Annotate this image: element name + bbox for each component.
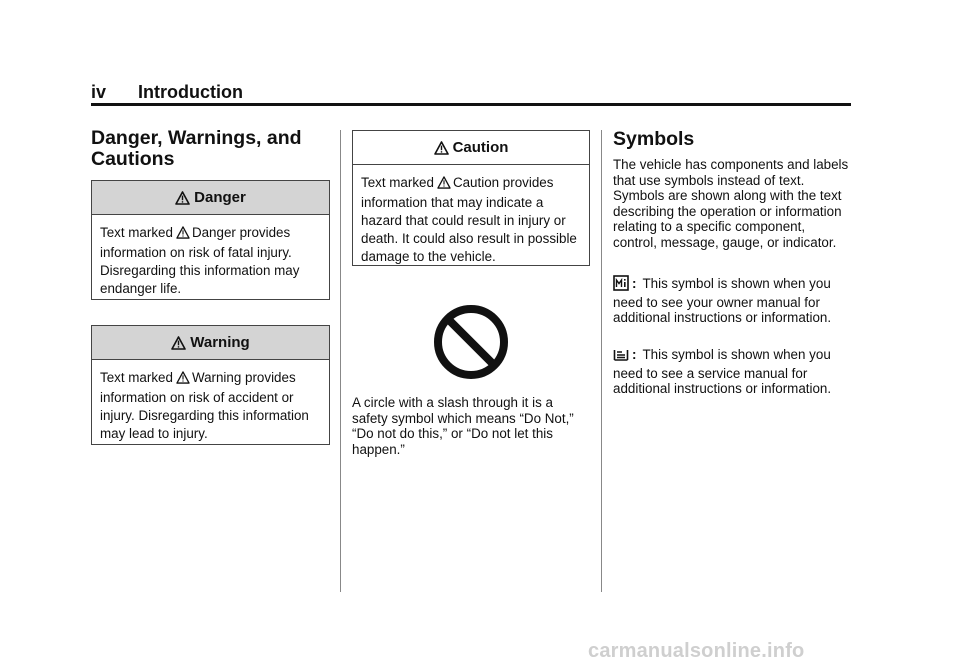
service-manual-icon xyxy=(613,346,629,366)
danger-title: Danger xyxy=(194,189,246,206)
warning-triangle-icon xyxy=(175,191,190,205)
symbol-service-manual xyxy=(613,346,851,397)
caution-header xyxy=(353,131,589,165)
caution-rest: information that may indicate a hazard that could result in injury or death. It could also result in possible damage to the vehicle. xyxy=(361,195,577,264)
page-number: iv xyxy=(91,82,107,102)
service-manual-text: This symbol is shown when you need to see a service manual for additional instructions or information. xyxy=(613,347,832,396)
caution-lead: Text marked xyxy=(361,175,434,190)
warning-triangle-icon xyxy=(176,371,190,389)
warning-triangle-icon xyxy=(437,176,451,194)
danger-box xyxy=(91,180,330,300)
caution-tail: Caution provides xyxy=(452,175,554,190)
column-divider xyxy=(601,130,602,592)
owner-manual-text: This symbol is shown when you need to see your owner manual for additional instructions or information. xyxy=(613,276,832,325)
warning-triangle-icon xyxy=(434,141,449,155)
warning-title: Warning xyxy=(190,334,250,351)
owner-manual-icon xyxy=(613,275,629,295)
prohibition-symbol-icon xyxy=(432,303,510,381)
warning-triangle-icon xyxy=(176,226,190,244)
watermark: carmanualsonline.info xyxy=(588,640,805,662)
danger-header xyxy=(92,181,329,215)
warning-triangle-icon xyxy=(171,336,186,350)
symbols-title: Symbols xyxy=(613,128,695,150)
caution-title: Caution xyxy=(452,139,509,156)
caution-box xyxy=(352,130,590,266)
section-title: Danger, Warnings, and Cautions xyxy=(91,127,302,170)
symbol-colon: : xyxy=(632,347,637,362)
warning-rest: information on risk of accident or injury. Disregarding this information may lead to injury. xyxy=(100,390,309,441)
chapter-title: Introduction xyxy=(138,82,243,102)
warning-box xyxy=(91,325,330,445)
symbol-owner-manual xyxy=(613,275,851,326)
symbols-intro: The vehicle has components and labels that use symbols instead of text. Symbols are shown along with the text describing the operation or information relating to a specific component, control, message, gauge, or indicator. xyxy=(613,157,849,250)
warning-tail: Warning provides xyxy=(191,370,296,385)
warning-header xyxy=(92,326,329,360)
header-rule xyxy=(91,103,851,106)
danger-lead: Text marked xyxy=(100,225,173,240)
caution-body xyxy=(353,165,589,274)
danger-rest: information on risk of fatal injury. Disregarding this information may endanger life. xyxy=(100,245,300,296)
symbol-colon: : xyxy=(632,276,637,291)
warning-body xyxy=(92,360,329,451)
column-divider xyxy=(340,130,341,592)
danger-tail: Danger provides xyxy=(191,225,291,240)
danger-body xyxy=(92,215,329,306)
warning-lead: Text marked xyxy=(100,370,173,385)
prohibition-description: A circle with a slash through it is a safety symbol which means “Do Not,” “Do not do this,” or “Do not let this happen.” xyxy=(352,395,574,457)
